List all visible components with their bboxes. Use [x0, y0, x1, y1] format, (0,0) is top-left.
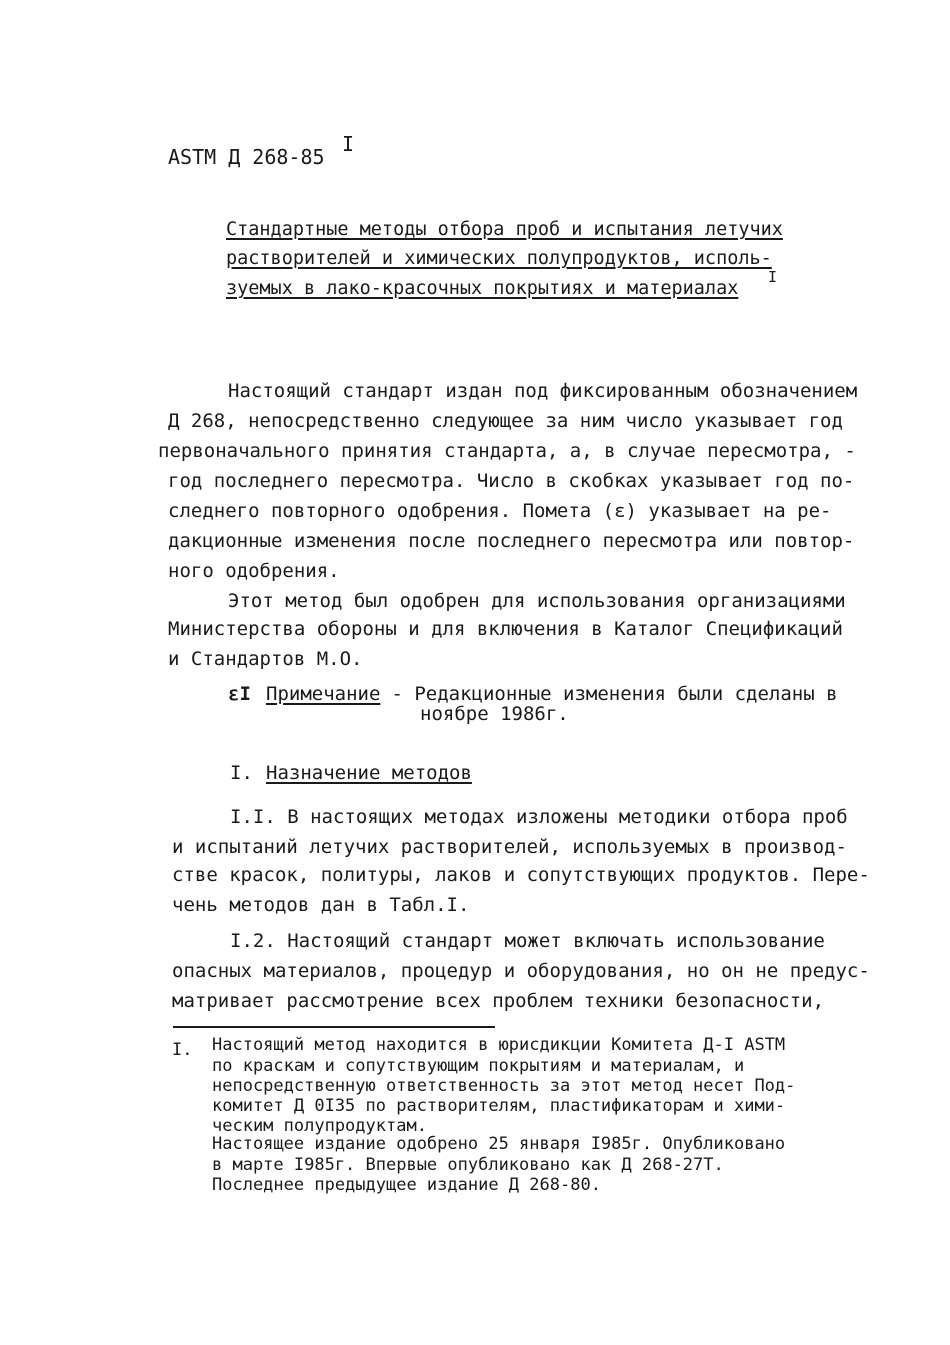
note-mark: εI: [228, 683, 251, 705]
paragraph-line: опасных материалов, процедур и оборудования, но он не предус-: [172, 960, 870, 982]
footnote-line: ческим полупродуктам.: [212, 1116, 427, 1136]
intro-line: Настоящий стандарт издан под фиксированным обозначением: [228, 380, 858, 402]
intro-line: следнего повторного одобрения. Помета (ε) указывает на ре-: [168, 500, 832, 522]
intro-line: ного одобрения.: [168, 560, 340, 582]
paragraph-line: I.2. Настоящий стандарт может включать использование: [230, 930, 825, 952]
intro-line: год последнего пересмотра. Число в скобках указывает год по-: [168, 470, 855, 492]
footnote-marker: I.: [172, 1040, 193, 1060]
footnote-line: Настоящий метод находится в юрисдикции Комитета Д-I ASTM: [212, 1035, 786, 1055]
footnote-line: в марте I985г. Впервые опубликовано как Д 268-27Т.: [212, 1155, 724, 1175]
footnote-line: по краскам и сопутствующим покрытиям и материалам, и: [212, 1056, 745, 1076]
approval-line: Министерства обороны и для включения в Каталог Спецификаций: [168, 618, 843, 640]
note-text: ноябре 1986г.: [420, 703, 569, 725]
title-line: Стандартные методы отбора проб и испытания летучих: [226, 219, 783, 240]
intro-line: Д 268, непосредственно следующее за ним число указывает год: [168, 410, 843, 432]
title-line: растворителей и химических полупродуктов, исполь-: [226, 248, 772, 269]
paragraph-line: I.I. В настоящих методах изложены методики отбора проб: [230, 806, 848, 828]
intro-line: дакционные изменения после последнего пересмотра или повтор-: [168, 530, 855, 552]
approval-line: Этот метод был одобрен для использования организациями: [228, 590, 846, 612]
footnote-line: Настоящее издание одобрено 25 января I985г. Опубликовано: [212, 1134, 786, 1154]
paragraph-line: стве красок, политуры, лаков и сопутствующих продуктов. Пере-: [172, 864, 870, 886]
footnote-line: непосредственную ответственность за этот метод несет Под-: [212, 1076, 796, 1096]
page-number: I: [342, 132, 355, 156]
footnote-line: Последнее предыдущее издание Д 268-80.: [212, 1175, 601, 1195]
title-footnote-mark: I: [768, 268, 778, 286]
footnote-separator: [173, 1026, 495, 1028]
intro-line: первоначального принятия стандарта, а, в случае пересмотра, -: [158, 440, 856, 462]
approval-line: и Стандартов М.О.: [168, 648, 363, 670]
footnote-line: комитет Д 0I35 по растворителям, пластификаторам и хими-: [212, 1096, 786, 1116]
note-text: - Редакционные изменения были сделаны в: [380, 683, 838, 705]
paragraph-line: и испытаний летучих растворителей, используемых в производ-: [172, 836, 847, 858]
document-id: ASTM Д 268-85: [168, 145, 325, 169]
note-label: Примечание: [266, 683, 381, 705]
title-line: зуемых в лако-красочных покрытиях и материалах: [226, 278, 739, 299]
section-title: Назначение методов: [266, 762, 472, 784]
paragraph-line: чень методов дан в Табл.I.: [172, 894, 470, 916]
section-number: I.: [230, 762, 253, 784]
paragraph-line: матривает рассмотрение всех проблем техники безопасности,: [172, 990, 825, 1012]
